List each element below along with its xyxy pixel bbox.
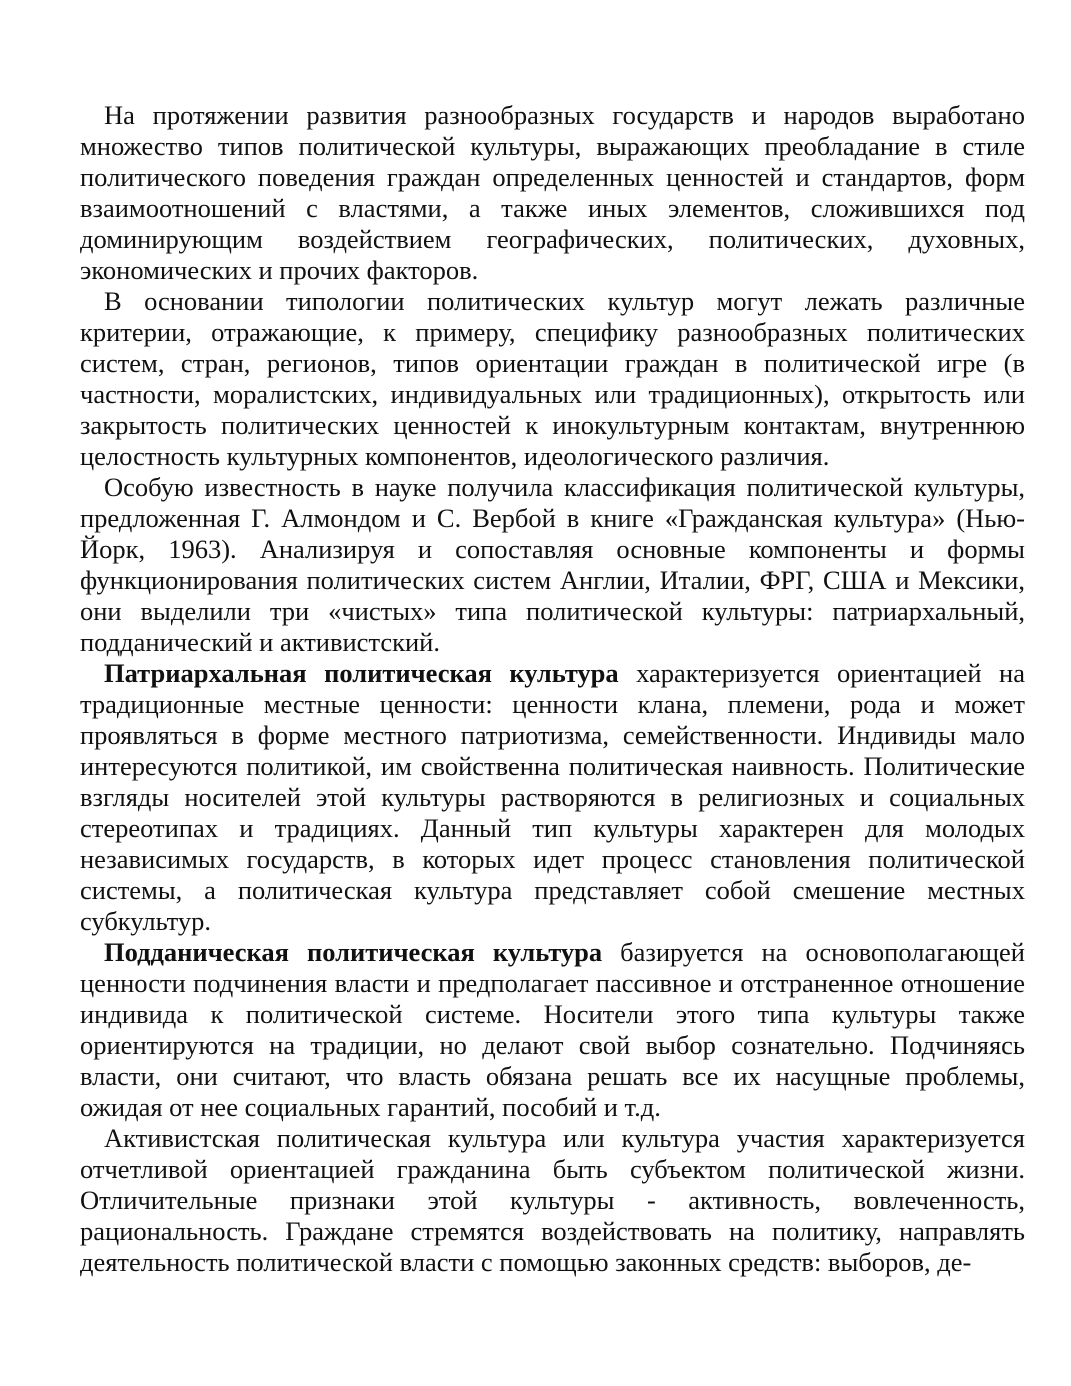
paragraph-text: Особую известность в науке получила классификация политической культуры, предложенная Г. Алмондом и С. Вербой в книге «Гражданская культура» (Нью-Йорк, 1963). Анализируя и сопоставляя основные компоненты и формы функционирования политических систем Англии, Италии, ФРГ, США и Мексики, они выделили три «чистых» типа политической культуры: патриархальный, подданический и активистский.: [80, 472, 1025, 657]
term-subject: Подданическая политическая культура: [104, 937, 603, 967]
paragraph-subject: [80, 937, 1025, 1123]
term-patriarchal: Патриархальная политическая культура: [104, 658, 619, 688]
paragraph-typology-criteria: [80, 286, 1025, 472]
paragraph-participant: [80, 1123, 1025, 1278]
paragraph-text: базируется на основополагающей ценности подчинения власти и предполагает пассивное и отстраненное отношение индивида к политической системе. Носители этого типа культуры также ориентируются на традиции, но делают свой выбор сознательно. Подчиняясь власти, они считают, что власть обязана решать все их насущные проблемы, ожидая от нее социальных гарантий, пособий и т.д.: [80, 937, 1025, 1122]
document-page: [80, 100, 1025, 1278]
paragraph-intro: [80, 100, 1025, 286]
paragraph-text: Активистская политическая культура или культура участия характеризуется отчетливой ориентацией гражданина быть субъектом политической жизни. Отличительные признаки этой культуры - активность, вовлеченность, рациональность. Граждане стремятся воздействовать на политику, направлять деятельность политической власти с помощью законных средств: выборов, де-: [80, 1123, 1025, 1277]
paragraph-text: В основании типологии политических культур могут лежать различные критерии, отражающие, к примеру, специфику разнообразных политических систем, стран, регионов, типов ориентации граждан в политической игре (в частности, моралистских, индивидуальных или традиционных), открытость или закрытость политических ценностей к инокультурным контактам, внутреннюю целостность культурных компонентов, идеологического различия.: [80, 286, 1025, 471]
paragraph-patriarchal: [80, 658, 1025, 937]
paragraph-almond-verba: [80, 472, 1025, 658]
paragraph-text: На протяжении развития разнообразных государств и народов выработано множество типов политической культуры, выражающих преобладание в стиле политического поведения граждан определенных ценностей и стандартов, форм взаимоотношений с властями, а также иных элементов, сложившихся под доминирующим воздействием географических, политических, духовных, экономических и прочих факторов.: [80, 100, 1025, 285]
paragraph-text: характеризуется ориентацией на традиционные местные ценности: ценности клана, племени, рода и может проявляться в форме местного патриотизма, семейственности. Индивиды мало интересуются политикой, им свойственна политическая наивность. Политические взгляды носителей этой культуры растворяются в религиозных и социальных стереотипах и традициях. Данный тип культуры характерен для молодых независимых государств, в которых идет процесс становления политической системы, а политическая культура представляет собой смешение местных субкультур.: [80, 658, 1025, 936]
